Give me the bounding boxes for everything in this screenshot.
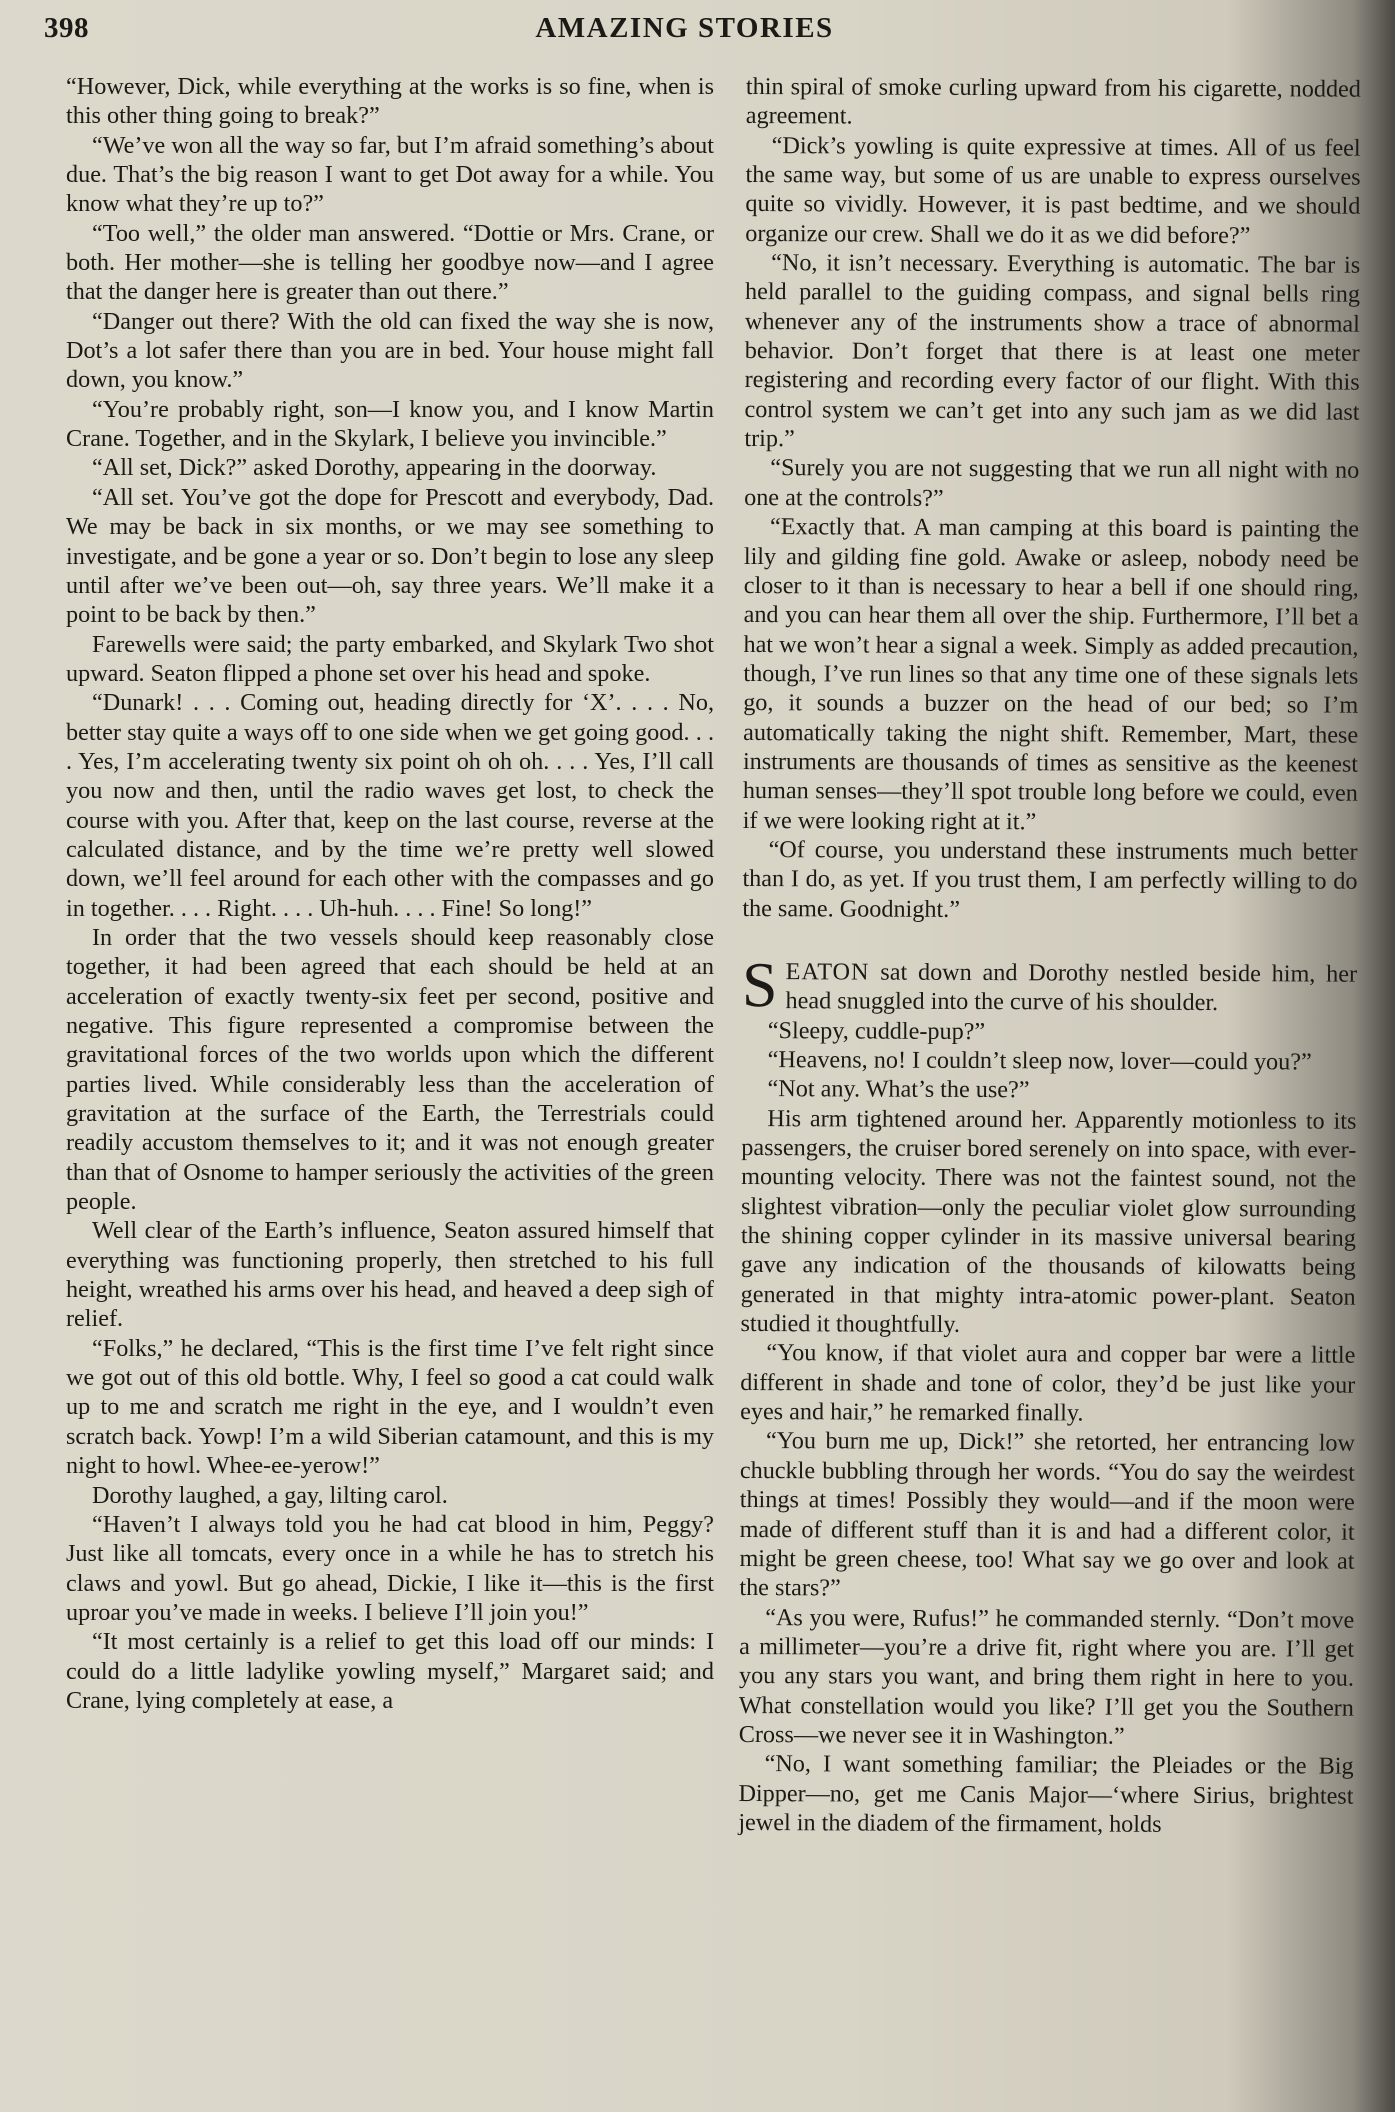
paragraph: “Sleepy, cuddle-pup?”: [767, 1016, 986, 1045]
paragraph: “Exactly that. A man camping at this board is painting the lily and gilding fine gold. Awake or asleep, nobody need be closer to it than is necessary to hear a bell if one should ring, and you can hear them all over the ship. Furthermore, I’ll bet a hat we won’t hear a signal a week. Simply as added precaution, though, I’ve run lines so that any time one of these signals lets go, it sounds a buzzer on the head of our bed; so I’m automatically taking the night shift. Remember, Mart, these instruments are thousands of times as sensitive as the keenest human senses—they’ll spot trouble long before we could, even if we were looking right at it.”: [742, 513, 1360, 835]
continued-paragraph: “However, Dick, while everything at the works is so fine, when is this other thing going to break?”: [66, 73, 714, 130]
paragraph: Well clear of the Earth’s influence, Seaton assured himself that everything was functioning properly, then stretched to his full height, wreathed his arms over his head, and heaved a deep sigh of relief.: [66, 1217, 714, 1333]
paragraph: “Of course, you understand these instruments much better than I do, as yet. If you trust them, I am perfectly willing to do the same. Goodnight.”: [742, 836, 1358, 923]
paragraph: “Danger out there? With the old can fixed the way she is now, Dot’s a lot safer there than you are in bed. Your house might fall down, you know.”: [66, 307, 714, 394]
paragraph: “As you were, Rufus!” he commanded sternly. “Don’t move a millimeter—you’re a drive fit, right where you are. I’ll get you any stars you want, and bring them right in here to you. What constellation would you like? I’ll get you the Southern Cross—we never see it in Washington.”: [738, 1603, 1355, 1750]
paragraph: “Haven’t I always told you he had cat blood in him, Peggy? Just like all tomcats, every once in a while he has to stretch his claws and yowl. But go ahead, Dickie, I like it—this is the first uproar you’ve made in weeks. I believe I’ll join you!”: [66, 1510, 714, 1626]
paragraph: Dorothy laughed, a gay, lilting carol.: [92, 1481, 448, 1509]
paragraph: “Too well,” the older man answered. “Dottie or Mrs. Crane, or both. Her mother—she is telling her goodbye now—and I agree that the danger here is greater than out there.”: [66, 219, 714, 306]
paragraph: “No, it isn’t necessary. Everything is automatic. The bar is held parallel to the guiding compass, and signal bells ring whenever any of the instruments show a trace of abnormal behavior. Don’t forget that there is at least one meter registering and recording every factor of our flight. With this control system we can’t get into any such jam as we did last trip.”: [744, 249, 1361, 453]
paragraph: “Not any. What’s the use?”: [767, 1075, 1030, 1104]
page-header: [44, 10, 1325, 58]
paragraph: His arm tightened around her. Apparently motionless to its passengers, the cruiser bored serenely on into space, with ever-mounting velocity. There was not the faintest sound, not the slightest vibration—only the peculiar violet glow surrounding the shining copper cylinder in its massive universal bearing gave any indication of the thousands of kilowatts being generated in that mighty intra-atomic power-plant. Seaton studied it thoughtfully.: [740, 1104, 1357, 1339]
paragraph: “You’re probably right, son—I know you, and I know Martin Crane. Together, and in the Skylark, I believe you invincible.”: [66, 395, 714, 453]
left-column: [66, 72, 714, 1715]
small-caps-lead: EATON: [785, 958, 870, 986]
paragraph: “Dunark! . . . Coming out, heading directly for ‘X’. . . . No, better stay quite a ways off to one side when we get going good. . . . Yes, I’m accelerating twenty six point oh oh oh. . . . Yes, I’ll call you now and then, until the radio waves get lost, to check the course with you. After that, keep on the last course, reverse at the calculated distance, and by the time we’re pretty well slowed down, we’ll feel around for each other with the compasses and go in together. . . . Right. . . . Uh-huh. . . . Fine! So long!”: [66, 689, 714, 922]
paragraph: “Heavens, no! I couldn’t sleep now, lover—could you?”: [767, 1046, 1312, 1076]
paragraph-text: sat down and Dorothy nestled beside him, her head snuggled into the curve of his shoulder.: [785, 958, 1358, 1017]
paragraph: “It most certainly is a relief to get this load off our minds: I could do a little ladylike yowling myself,” Margaret said; and Crane, lying completely at ease, a: [66, 1628, 714, 1714]
page-number: 398: [44, 12, 89, 44]
section-opening-paragraph: [741, 948, 1358, 1021]
right-column: [738, 72, 1361, 1840]
paragraph: “You burn me up, Dick!” she retorted, her entrancing low chuckle bubbling through her words. “You do say the weirdest things at times! Possibly they would—and if the moon were made of different stuff than it is and had a different color, it might be green cheese, too! What say we go over and look at the stars?”: [739, 1427, 1356, 1602]
running-head: AMAZING STORIES: [535, 12, 834, 44]
continued-paragraph: thin spiral of smoke curling upward from his cigarette, nodded agreement.: [745, 72, 1361, 130]
paragraph: “We’ve won all the way so far, but I’m afraid something’s about due. That’s the big reason I want to get Dot away for a while. You know what they’re up to?”: [66, 131, 714, 218]
paragraph: “You know, if that violet aura and copper bar were a little different in shade and tone of color, they’d be just like your eyes and hair,” he remarked finally.: [740, 1339, 1356, 1427]
paragraph: “No, I want something familiar; the Pleiades or the Big Dipper—no, get me Canis Major—‘where Sirius, brightest jewel in the diadem of the firmament, holds: [738, 1750, 1354, 1838]
paragraph: “All set. You’ve got the dope for Prescott and everybody, Dad. We may be back in six months, or we may see something to investigate, and be gone a year or so. Don’t begin to lose any sleep until after we’ve been out—oh, say three years. We’ll make it a point to be back by then.”: [66, 483, 714, 629]
drop-cap: S: [741, 948, 778, 1021]
paragraph: “Surely you are not suggesting that we run all night with no one at the controls?”: [744, 454, 1360, 512]
paragraph: “Folks,” he declared, “This is the first time I’ve felt right since we got out of this old bottle. Why, I feel so good a cat could walk up to me and scratch me right in the eye, and I wouldn’t even scratch back. Yowp! I’m a wild Siberian catamount, and this is my night to howl. Whee-ee-yerow!”: [66, 1334, 714, 1480]
paragraph: Farewells were said; the party embarked, and Skylark Two shot upward. Seaton flipped a phone set over his head and spoke.: [66, 630, 714, 687]
paragraph: In order that the two vessels should keep reasonably close together, it had been agreed that each should be held at an acceleration of exactly twenty-six feet per second, positive and negative. This figure represented a compromise between the gravitational forces of the two worlds upon which the different parties lived. While considerably less than the acceleration of gravitation at the surface of the Earth, the Terrestrials could readily accustom themselves to it; and it was not enough greater than that of Osnome to hamper seriously the activities of the green people.: [66, 923, 714, 1216]
paragraph: “Dick’s yowling is quite expressive at times. All of us feel the same way, but some of us are unable to express ourselves quite so vividly. However, it is past bedtime, and we should organize our crew. Shall we do it as we did before?”: [745, 131, 1361, 249]
paragraph: “All set, Dick?” asked Dorothy, appearing in the doorway.: [92, 454, 657, 482]
